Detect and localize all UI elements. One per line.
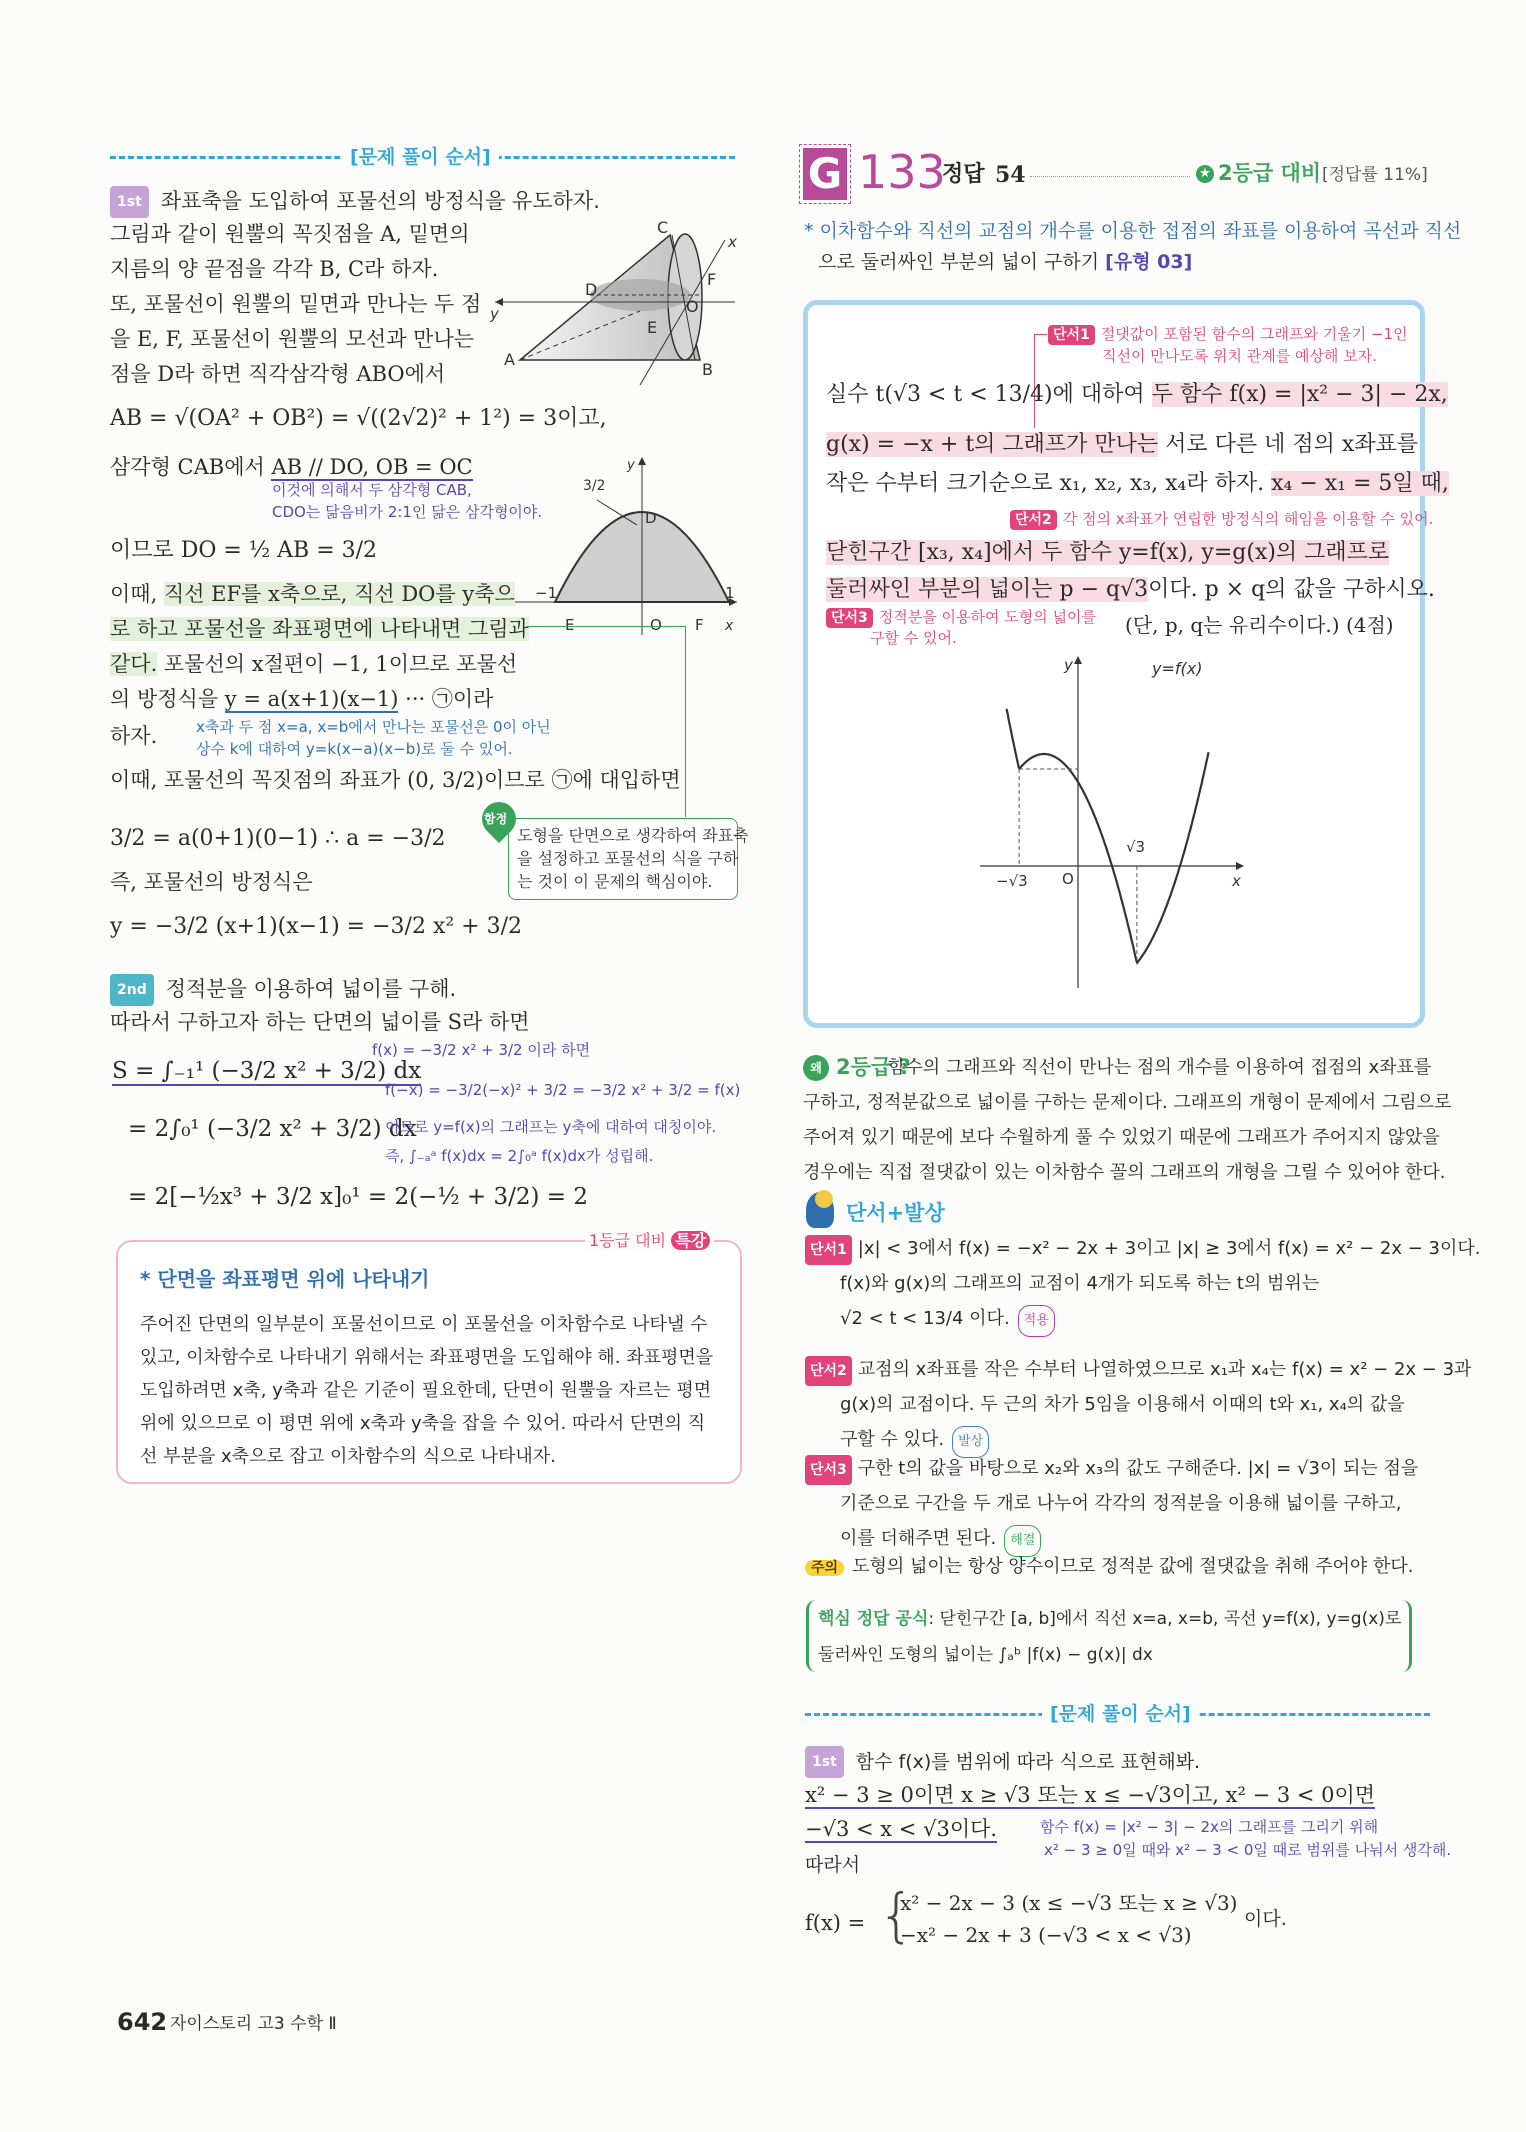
subtitle-line: 으로 둘러싸인 부분의 넓이 구하기 xyxy=(818,251,1100,273)
graph-label-sqrt3: √3 xyxy=(1126,838,1146,856)
formula-text: : 닫힌구간 [a, b]에서 직선 x=a, x=b, 곡선 y=f(x), y=g(x)로 xyxy=(928,1609,1402,1629)
leader-dots xyxy=(1030,176,1190,177)
trap-text: 도형을 단면으로 생각하여 좌표축 xyxy=(517,826,749,845)
why-line: 주어져 있기 때문에 보다 수월하게 풀 수 있었기 때문에 그래프가 주어지지 않았을 xyxy=(803,1127,1440,1148)
cone-label-e: E xyxy=(647,318,658,337)
problem-category-badge: G xyxy=(803,148,847,200)
clue-line xyxy=(805,1454,1418,1485)
cone-label-d: D xyxy=(585,280,598,299)
clue-text: |x| < 3에서 f(x) = −x² − 2x + 3이고 |x| ≥ 3에서 f(x) = x² − 2x − 3이다. xyxy=(857,1238,1481,1259)
solution-line2 xyxy=(805,1814,997,1844)
special-body-line: 위에 있으므로 이 평면 위에 x축과 y축을 잡을 수 있어. 따라서 단면의 직 xyxy=(140,1413,706,1434)
caution-text: 도형의 넓이는 항상 양수이므로 정적분 값에 절댓값을 취해 주어야 한다. xyxy=(852,1556,1414,1577)
ab-formula: AB = √(OA² + OB²) = √((2√2)² + 1²) = 3이고, xyxy=(110,406,607,431)
piecewise-lhs: f(x) = xyxy=(805,1911,866,1935)
s-line1 xyxy=(112,1056,421,1086)
s-line3: = 2[−½x³ + 3/2 x]₀¹ = 2(−½ + 3/2) = 2 xyxy=(128,1184,589,1210)
underlined: x² − 3 ≥ 0이면 x ≥ √3 또는 x ≤ −√3이고, x² − 3 < 0이면 xyxy=(805,1783,1376,1807)
special-badge: 특강 xyxy=(671,1231,710,1250)
step1-heading xyxy=(805,1746,1200,1778)
vertex-line: 이때, 포물선의 꼭짓점의 좌표가 (0, 3/2)이므로 ㉠에 대입하면 xyxy=(110,768,681,792)
s-intro: 따라서 구하고자 하는 단면의 넓이를 S라 하면 xyxy=(110,1010,530,1034)
cab-prefix: 삼각형 CAB에서 xyxy=(110,455,272,479)
formula-label: 핵심 정답 공식 xyxy=(818,1609,929,1629)
do-line: 이므로 DO = ½ AB = 3/2 xyxy=(110,538,378,563)
cab-line xyxy=(110,452,473,482)
step-title: 정적분을 이용하여 넓이를 구해. xyxy=(165,977,457,1001)
axis-para-line1 xyxy=(110,579,515,609)
step-title: 좌표축을 도입하여 포물선의 방정식을 유도하자. xyxy=(160,189,600,213)
tag-text: 1등급 대비 xyxy=(589,1231,667,1250)
text: 의 방정식을 xyxy=(110,687,225,711)
clue-stamp: 발상 xyxy=(952,1426,989,1458)
highlight: 둘러싸인 부분의 넓이는 p − q√3 xyxy=(826,577,1149,602)
piecewise-case1: x² − 2x − 3 (x ≤ −√3 또는 x ≥ √3) xyxy=(900,1891,1238,1915)
text: 실수 t(√3 < t < 13/4)에 대하여 xyxy=(826,382,1152,407)
clue-text: f(x)와 g(x)의 그래프의 교점이 4개가 되도록 하는 t의 범위는 xyxy=(840,1273,1320,1294)
parabola-label-d: D xyxy=(645,509,657,527)
trap-text: 을 설정하고 포물선의 식을 구하 xyxy=(517,849,739,868)
parabola-label-x: x xyxy=(725,618,734,634)
highlight: 로 하고 포물선을 좌표평면에 나타내면 그림과 xyxy=(110,617,529,641)
subtitle-line: * 이차함수와 직선의 교점의 개수를 이용한 접점의 좌표를 이용하여 곡선과 직선 xyxy=(804,220,1462,242)
axis-para-line2 xyxy=(110,614,529,644)
hint-tag: 단서1 xyxy=(1048,325,1095,345)
text: 포물선의 x절편이 −1, 1이므로 포물선 xyxy=(157,652,518,676)
hint-text: 각 점의 x좌표가 연립한 방정식의 해임을 이용할 수 있어. xyxy=(1062,510,1434,528)
correct-rate: [정답률 11%] xyxy=(1322,165,1428,185)
answer-value: 54 xyxy=(995,162,1026,188)
type-tag: [유형 03] xyxy=(1105,251,1193,273)
cab-underlined: AB // DO, OB = OC xyxy=(271,455,473,479)
step2-heading xyxy=(110,974,456,1006)
trap-text: 는 것이 이 문제의 핵심이야. xyxy=(517,872,713,891)
page-number: 642 xyxy=(117,2008,168,2036)
symmetry-note: f(x) = −3/2 x² + 3/2 이라 하면 xyxy=(372,1041,591,1059)
why-line: 경우에는 직접 절댓값이 있는 이차함수 꼴의 그래프의 개형을 그릴 수 있어야 한다. xyxy=(803,1162,1446,1183)
clue-stamp: 해결 xyxy=(1004,1525,1041,1557)
graph-label-fname: y=f(x) xyxy=(1152,659,1203,678)
section-header: [문제 풀이 순서] xyxy=(342,142,499,169)
clue-line xyxy=(840,1269,1319,1299)
problem-number: 133 xyxy=(858,145,946,199)
highlight: 두 함수 f(x) = |x² − 3| − 2x, xyxy=(1151,382,1448,407)
hint-text: 정적분을 이용하여 도형의 넓이를 xyxy=(878,608,1096,626)
equation-underlined: y = a(x+1)(x−1) xyxy=(224,687,399,711)
text: ··· ㉠이라 xyxy=(398,687,494,711)
special-body-line: 도입하려면 x축, y축과 같은 기준이 필요한데, 단면이 원뿔을 자르는 평면 xyxy=(140,1380,712,1401)
f-curve xyxy=(1007,709,1209,963)
symmetry-note: 즉, ∫₋ₐᵃ f(x)dx = 2∫₀ᵃ f(x)dx가 성립해. xyxy=(385,1147,654,1165)
clue-text: 이를 더해주면 된다. xyxy=(840,1528,997,1549)
para-line: 지름의 양 끝점을 각각 B, C라 하자. xyxy=(110,257,439,281)
hint-tag: 단서2 xyxy=(1010,510,1057,530)
special-body-line: 주어진 단면의 일부분이 포물선이므로 이 포물선을 이차함수로 나타낼 수 xyxy=(140,1314,708,1335)
cone-label-o: O xyxy=(686,297,699,316)
cone-label-c: C xyxy=(657,218,669,237)
piecewise-case2: −x² − 2x + 3 (−√3 < x < √3) xyxy=(900,1923,1192,1947)
problem-condition: (단, p, q는 유리수이다.) (4점) xyxy=(1125,613,1394,637)
special-body-line: 있고, 이차함수로 나타내기 위해서는 좌표평면을 도입해야 해. 좌표평면을 xyxy=(140,1347,714,1368)
problem-line4 xyxy=(826,538,1389,568)
clue-text: √2 < t < 13/4 이다. xyxy=(840,1308,1010,1329)
lightbulb-icon xyxy=(815,1190,833,1208)
para-line: 그림과 같이 원뿔의 꼭짓점을 A, 밑면의 xyxy=(110,222,470,246)
graph-label-x: x xyxy=(1232,872,1241,890)
factor-note: x축과 두 점 x=a, x=b에서 만나는 포물선은 0이 아닌 xyxy=(196,718,551,736)
clue-tag: 단서2 xyxy=(805,1356,852,1386)
solution-note: 함수 f(x) = |x² − 3| − 2x의 그래프를 그리기 위해 xyxy=(1040,1818,1379,1836)
hint3-line2: 구할 수 있어. xyxy=(870,629,957,647)
graph-label-origin: O xyxy=(1062,870,1074,888)
cone-label-a: A xyxy=(504,350,515,369)
parabola-label-o: O xyxy=(650,616,662,634)
cone-label-y: y xyxy=(490,305,499,323)
problem-line5 xyxy=(826,575,1435,605)
highlight: g(x) = −x + t의 그래프가 만나는 xyxy=(826,432,1159,457)
text: 서로 다른 네 점의 x좌표를 xyxy=(1158,432,1419,457)
special-title: * 단면을 좌표평면 위에 나타내기 xyxy=(140,1267,430,1291)
hint-text: 절댓값이 포함된 함수의 그래프와 기울기 −1인 xyxy=(1100,325,1408,343)
clue-tag: 단서1 xyxy=(805,1235,852,1265)
key-formula-line1 xyxy=(818,1604,1401,1634)
step-badge: 1st xyxy=(805,1746,844,1778)
function-graph xyxy=(960,650,1260,1000)
hint1 xyxy=(1048,324,1408,345)
symmetry-note: f(−x) = −3/2(−x)² + 3/2 = −3/2 x² + 3/2 = f(x) xyxy=(385,1081,741,1099)
parabola-diagram xyxy=(515,455,740,640)
hint-tag: 단서3 xyxy=(826,608,873,628)
grade-label: 2등급 대비 xyxy=(1218,161,1322,185)
clue-line xyxy=(840,1304,1055,1337)
cone-label-f: F xyxy=(707,270,717,289)
cab-note: CDO는 닮음비가 2:1인 닮은 삼각형이야. xyxy=(272,503,543,521)
hint3 xyxy=(826,607,1096,628)
text: 이다. p × q의 값을 구하시오. xyxy=(1148,577,1435,602)
highlight: 닫힌구간 [x₃, x₄]에서 두 함수 y=f(x), y=g(x)의 그래프로 xyxy=(826,540,1390,565)
clue-line xyxy=(805,1355,1471,1386)
clue-text: g(x)의 교점이다. 두 근의 차가 5임을 이용해서 이때의 t와 x₁, x₄의 값을 xyxy=(840,1394,1405,1415)
star-icon: ★ xyxy=(1196,165,1214,183)
parabola-label-f: F xyxy=(695,616,704,634)
problem-subtitle xyxy=(804,216,1461,246)
step1-heading xyxy=(110,186,600,218)
integral-underlined: S = ∫₋₁¹ (−3/2 x² + 3/2) dx xyxy=(112,1058,422,1084)
highlight: 같다. xyxy=(110,652,158,676)
axis-para-line3 xyxy=(110,649,517,679)
trap-box xyxy=(508,818,749,900)
solution-line1 xyxy=(805,1780,1375,1810)
clue-line xyxy=(805,1234,1480,1265)
piecewise-tail: 이다. xyxy=(1244,1908,1287,1930)
problem-line2 xyxy=(826,430,1418,460)
why-line: 구하고, 정적분값으로 넓이를 구하는 문제이다. 그래프의 개형이 문제에서 그림으로 xyxy=(803,1092,1452,1113)
factor-note: 상수 k에 대하여 y=k(x−a)(x−b)로 둘 수 있어. xyxy=(196,740,513,758)
eq-intro: 즉, 포물선의 방정식은 xyxy=(110,870,313,894)
underlined: −√3 < x < √3이다. xyxy=(805,1817,998,1841)
parabola-label-pos1: 1 xyxy=(725,584,735,602)
graph-label-neg-sqrt3: −√3 xyxy=(996,872,1028,890)
clue-tag: 단서3 xyxy=(805,1455,852,1485)
clue-text: 구한 t의 값을 바탕으로 x₂와 x₃의 값도 구해준다. |x| = √3이 되는 점을 xyxy=(857,1458,1419,1479)
eq-final: y = −3/2 (x+1)(x−1) = −3/2 x² + 3/2 xyxy=(110,914,522,939)
why-title: 2등급 ? xyxy=(836,1055,911,1079)
solution-note: x² − 3 ≥ 0일 때와 x² − 3 < 0일 때로 범위를 나눠서 생각해. xyxy=(1044,1841,1452,1859)
para-line: 점을 D라 하면 직각삼각형 ABO에서 xyxy=(110,362,446,386)
para-line: 또, 포물선이 원뿔의 밑면과 만나는 두 점 xyxy=(110,292,482,316)
clue-text: 교점의 x좌표를 작은 수부터 나열하였으므로 x₁과 x₄는 f(x) = x² − 2x − 3과 xyxy=(857,1359,1472,1380)
parabola-label-neg1: −1 xyxy=(535,584,558,602)
highlight: x₄ − x₁ = 5일 때, xyxy=(1271,471,1449,496)
axis-para-line4 xyxy=(110,684,493,714)
why-line: 함수의 그래프와 직선이 만나는 점의 개수를 이용하여 접점의 x좌표를 xyxy=(888,1057,1432,1078)
piecewise-brace: { xyxy=(878,1881,915,1949)
hint2 xyxy=(1010,509,1433,530)
cone-label-b: B xyxy=(702,360,713,379)
problem-line1 xyxy=(826,380,1448,410)
symmetry-note: 이므로 y=f(x)의 그래프는 y축에 대하여 대칭이야. xyxy=(385,1118,717,1136)
caution xyxy=(805,1552,1414,1583)
solution-line3: 따라서 xyxy=(805,1854,861,1876)
clue-title: 단서+발상 xyxy=(846,1201,945,1225)
cab-note: 이것에 의해서 두 삼각형 CAB, xyxy=(272,481,472,499)
cone-diagram xyxy=(490,215,740,385)
section-header: [문제 풀이 순서] xyxy=(1042,1699,1199,1726)
step-title: 함수 f(x)를 범위에 따라 식으로 표현해봐. xyxy=(855,1751,1201,1773)
clue-line xyxy=(840,1390,1405,1420)
problem-line3 xyxy=(826,469,1449,499)
clue-text: 기준으로 구간을 두 개로 나누어 각각의 정적분을 이용해 넓이를 구하고, xyxy=(840,1493,1402,1514)
problem-subtitle xyxy=(818,247,1192,277)
para-line: 을 E, F, 포물선이 원뿔의 모선과 만나는 xyxy=(110,327,475,351)
text: 작은 수부터 크기순으로 x₁, x₂, x₃, x₄라 하자. xyxy=(826,471,1272,496)
text: 이때, xyxy=(110,582,164,606)
step-badge: 2nd xyxy=(110,974,154,1006)
book-title: 자이스토리 고3 수학 Ⅱ xyxy=(170,2014,337,2034)
trap-badge: 함정 xyxy=(484,812,508,826)
clue-line xyxy=(840,1489,1401,1519)
parabola-label-e: E xyxy=(565,616,575,634)
a-line: 3/2 = a(0+1)(0−1) ∴ a = −3/2 xyxy=(110,826,446,851)
why-badge: 왜 xyxy=(803,1055,829,1081)
caution-badge: 주의 xyxy=(805,1560,844,1576)
s-line2: = 2∫₀¹ (−3/2 x² + 3/2) dx xyxy=(128,1116,417,1142)
parabola-label-top: 3/2 xyxy=(583,478,606,494)
clue-text: 구할 수 있다. xyxy=(840,1429,945,1450)
key-formula-line2: 둘러싸인 도형의 넓이는 ∫ₐᵇ |f(x) − g(x)| dx xyxy=(818,1645,1153,1665)
special-body-line: 선 부분을 x축으로 잡고 이차함수의 식으로 나타내자. xyxy=(140,1446,556,1467)
axis-para-line5: 하자. xyxy=(110,724,158,748)
hint1-line2: 직선이 만나도록 위치 관계를 예상해 보자. xyxy=(1102,347,1377,365)
parabola-label-y: y xyxy=(627,458,635,473)
step-badge: 1st xyxy=(110,186,149,218)
special-tag xyxy=(585,1228,714,1251)
clue-stamp: 적용 xyxy=(1018,1305,1055,1337)
answer-label: 정답 xyxy=(942,162,985,187)
graph-label-y: y xyxy=(1064,656,1073,674)
cone-label-x: x xyxy=(728,233,737,251)
highlight: 직선 EF를 x축으로, 직선 DO를 y축으 xyxy=(163,582,515,606)
